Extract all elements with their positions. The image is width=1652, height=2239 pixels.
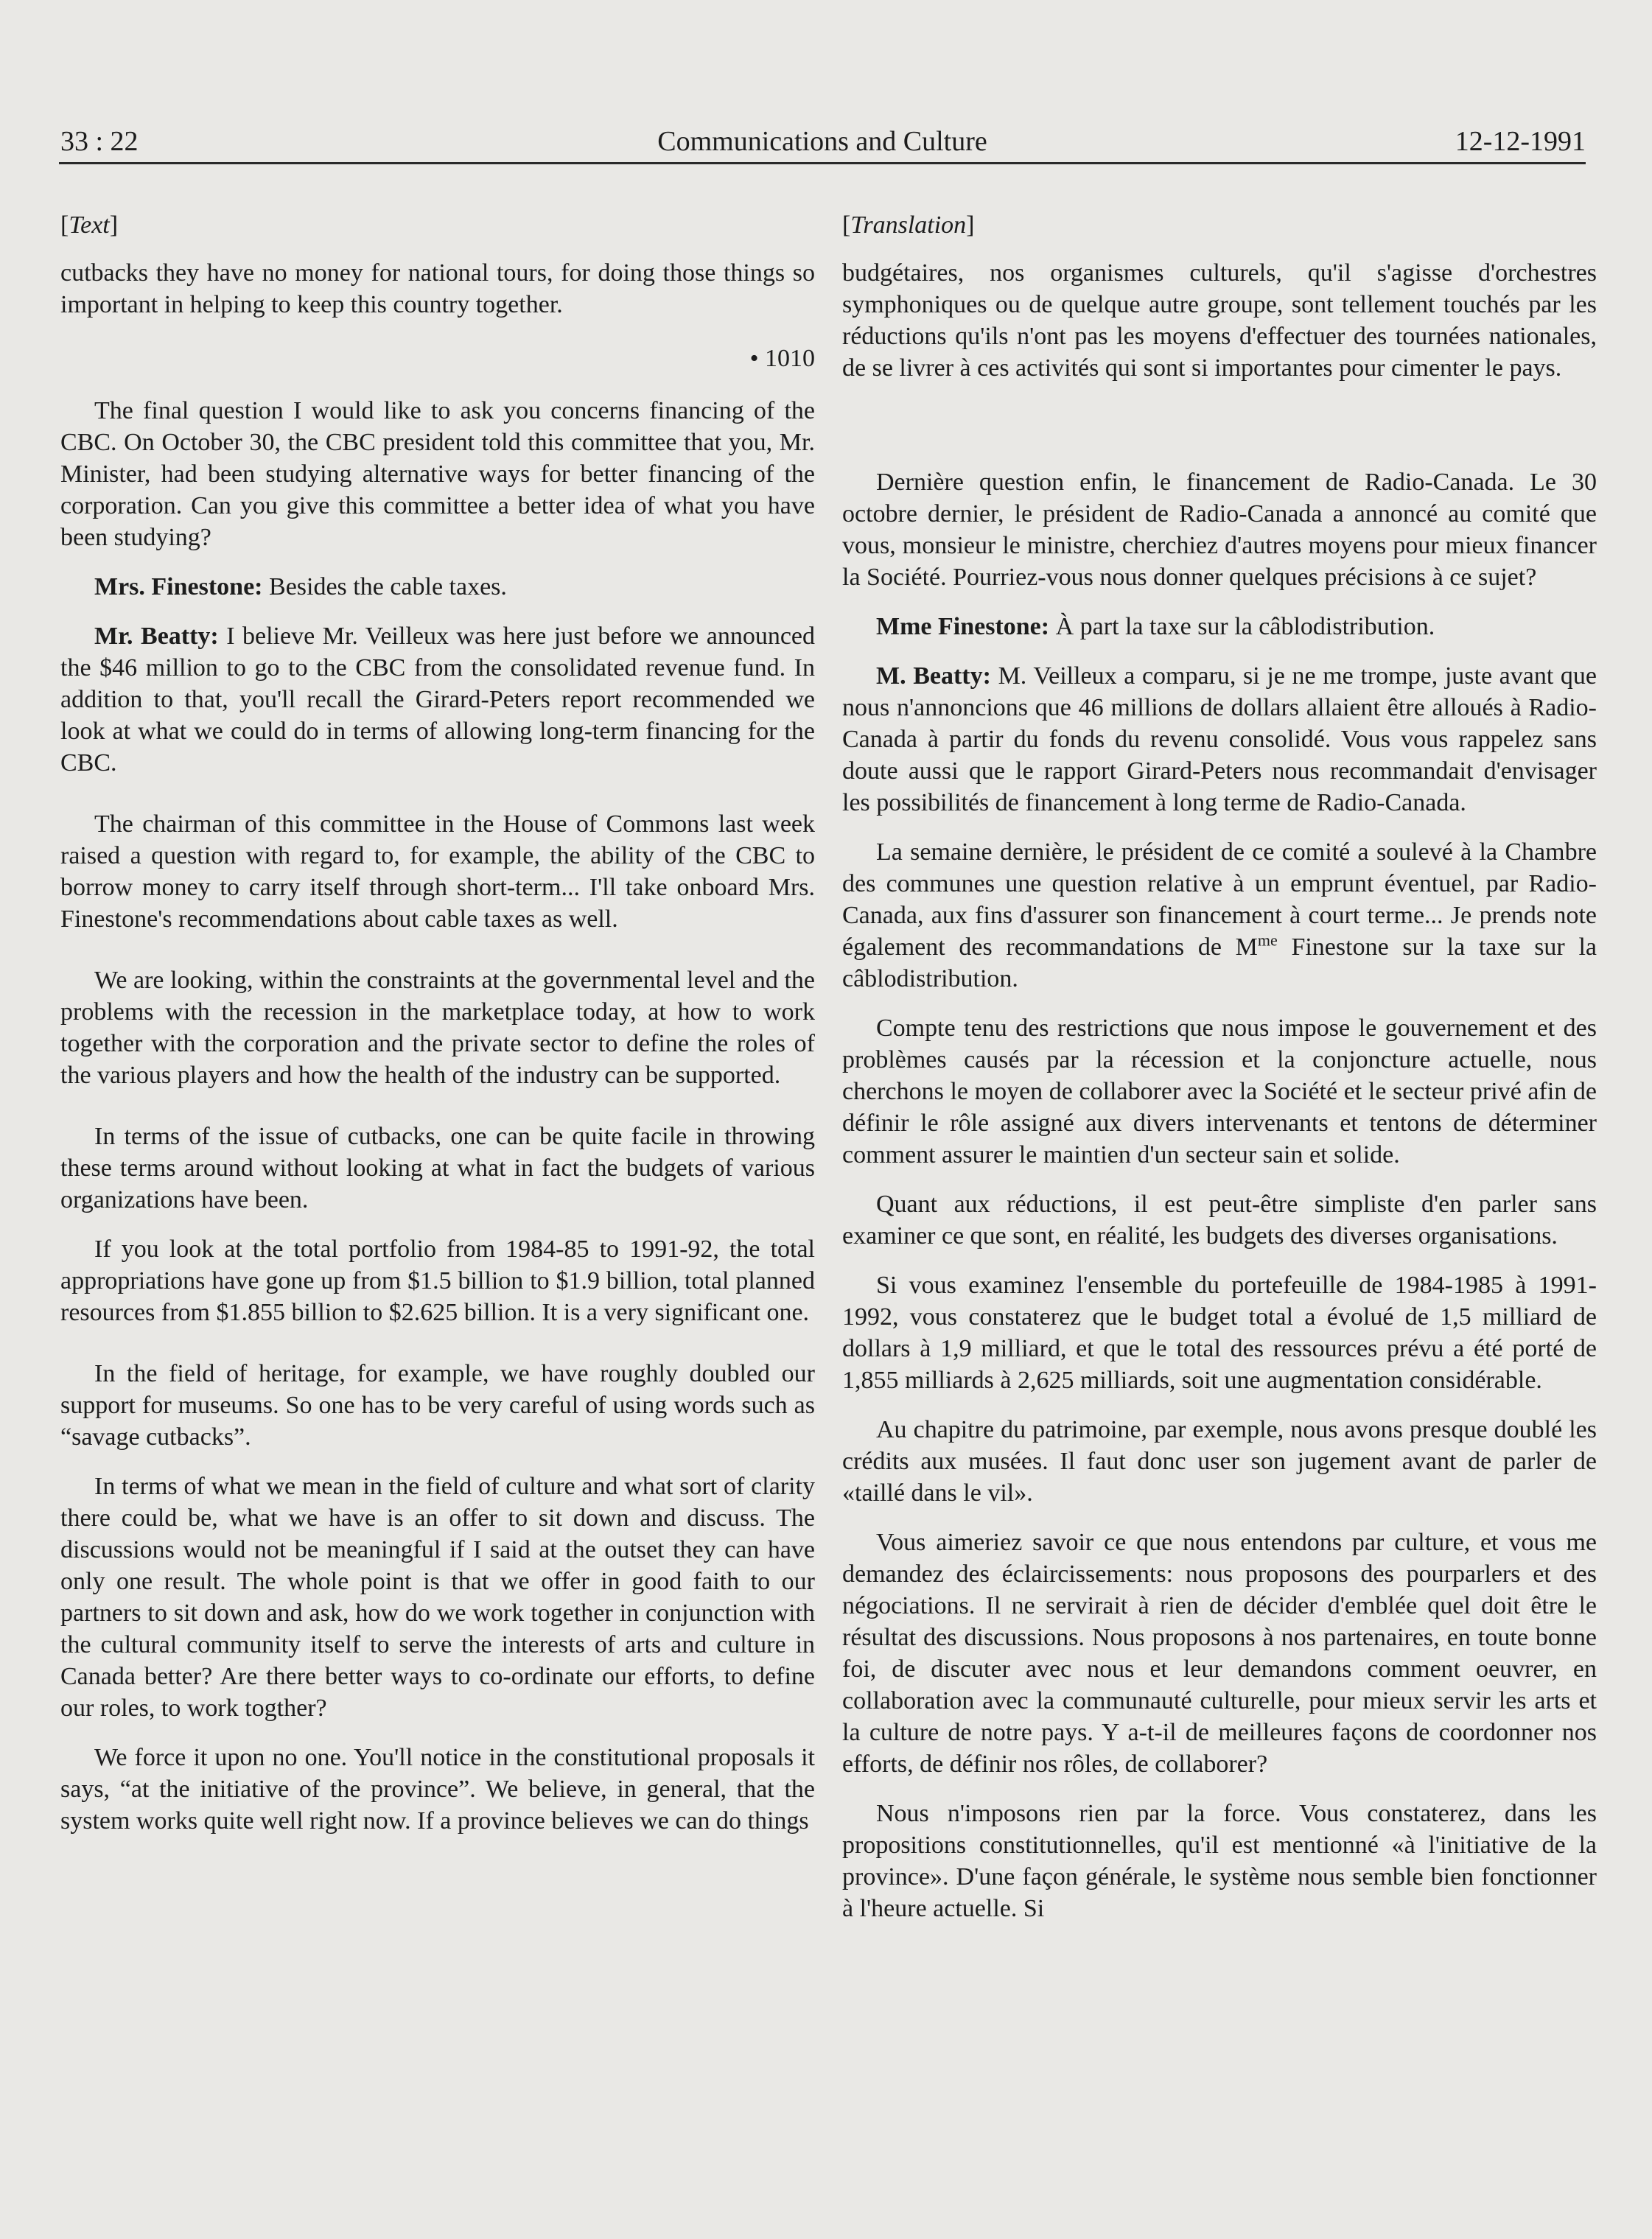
paragraph: Quant aux réductions, il est peut-être simpliste d'en parler sans examiner ce que sont, en réalité, les budgets des diverses organisations.: [842, 1191, 1597, 1250]
paragraph: budgétaires, nos organismes culturels, qu'il s'agisse d'orchestres symphoniques ou de quelque autre groupe, sont tellement touchés par les réductions qu'ils n'ont pas les moyens d'effectuer des tournées nationales, de se livrer à ces activités qui sont si importantes pour cimenter le pays.: [842, 259, 1597, 382]
paragraph: Si vous examinez l'ensemble du portefeuille de 1984-1985 à 1991-1992, vous constaterez que le budget total a évolué de 1,5 milliard de dollars à 1,9 milliard, et que le total des ressources prévu a été porté de 1,855 milliards à 2,625 milliards, soit une augmentation considérable.: [842, 1272, 1597, 1394]
speaker-name: M. Beatty:: [876, 662, 991, 690]
timestamp-marker: • 1010: [749, 345, 815, 372]
paragraph: Au chapitre du patrimoine, par exemple, nous avons presque doublé les crédits aux musées. Il faut donc user son jugement avant de parler de «taillé dans le vil».: [842, 1416, 1597, 1507]
speech-text: I believe Mr. Veilleux was here just before we announced the $46 million to go to the CBC from the consolidated revenue fund. In addition to that, you'll recall the Girard-Peters report recommended we look at what we could do in terms of allowing long-term financing for the CBC.: [60, 623, 815, 777]
page-number: 33 : 22: [60, 126, 139, 157]
paragraph: In the field of heritage, for example, we have roughly doubled our support for museums. So one has to be very careful of using words such as “savage cutbacks”.: [60, 1360, 815, 1451]
language-tag: [Translation]: [842, 211, 975, 239]
paragraph: The chairman of this committee in the House of Commons last week raised a question with regard to, for example, the ability of the CBC to borrow money to carry itself through short-term... I'll take onboard Mrs. Finestone's recommendations about cable taxes as well.: [60, 810, 815, 933]
paragraph: In terms of what we mean in the field of culture and what sort of clarity there could be, what we have is an offer to sit down and discuss. The discussions would not be meaningful if I said at the outset they can have only one result. The whole point is that we offer in good faith to our partners to sit down and ask, how do we work together in conjunction with the cultural community itself to serve the interests of arts and culture in Canada better? Are there better ways to co-ordinate our efforts, to define our roles, to work togther?: [60, 1473, 815, 1722]
speech-text: Besides the cable taxes.: [262, 573, 507, 600]
french-column: [842, 209, 1597, 1942]
speaker-name: Mme Finestone:: [876, 613, 1050, 640]
paragraph: If you look at the total portfolio from 1984-85 to 1991-92, the total appropriations have gone up from $1.5 billion to $1.9 billion, total planned resources from $1.855 billion to $2.625 billion. It is a very significant one.: [60, 1236, 815, 1326]
page-header: [59, 119, 1586, 164]
speaker-paragraph: [60, 620, 815, 779]
english-column: [60, 209, 815, 1854]
paragraph: cutbacks they have no money for national tours, for doing those things so important in helping to keep this country together.: [60, 259, 815, 318]
paragraph: In terms of the issue of cutbacks, one can be quite facile in throwing these terms around without looking at what in fact the budgets of various organizations have been.: [60, 1123, 815, 1213]
paragraph: Compte tenu des restrictions que nous impose le gouvernement et des problèmes causés par la récession et la conjoncture actuelle, nous cherchons le moyen de collaborer avec la Société et le secteur privé afin de définir le rôle assigné aux divers intervenants et tentons de déterminer comment assurer le maintien d'un secteur sain et solide.: [842, 1015, 1597, 1168]
speaker-name: Mr. Beatty:: [94, 623, 219, 650]
publication-title: Communications and Culture: [657, 126, 987, 157]
speech-text: M. Veilleux a comparu, si je ne me trompe, juste avant que nous n'annoncions que 46 millions de dollars allaient être alloués à Radio-Canada à partir du fonds du revenu consolidé. Vous vous rappelez sans doute aussi que le rapport Girard-Peters nous recommandait d'envisager les possibilités de financement à long terme de Radio-Canada.: [842, 662, 1597, 816]
paragraph: La semaine dernière, le président de ce comité a soulevé à la Chambre des communes une question relative à un emprunt éventuel, par Radio-Canada, aux fins d'assurer son financement à court terme... Je prends note également des recommandations de $M^{me}$ Finestone sur la taxe sur la câblodistribution.: [842, 838, 1597, 992]
paragraph: The final question I would like to ask you concerns financing of the CBC. On October 30, the CBC president told this committee that you, Mr. Minister, had been studying alternative ways for better financing of the corporation. Can you give this committee a better idea of what you have been studying?: [60, 397, 815, 551]
paragraph: We are looking, within the constraints at the governmental level and the problems with the recession in the marketplace today, at how to work together with the corporation and the private sector to define the roles of the various players and how the health of the industry can be supported.: [60, 967, 815, 1089]
paragraph: Nous n'imposons rien par la force. Vous constaterez, dans les propositions constitutionnelles, qu'il est mentionné «à l'initiative de la province». D'une façon générale, le système nous semble bien fonctionner à l'heure actuelle. Si: [842, 1800, 1597, 1922]
speaker-paragraph: [60, 571, 815, 603]
language-tag: [Text]: [60, 211, 119, 239]
speaker-paragraph: [842, 611, 1597, 642]
speaker-paragraph: [842, 660, 1597, 819]
paragraph: We force it upon no one. You'll notice in the constitutional proposals it says, “at the initiative of the province”. We believe, in general, that the system works quite well right now. If a province believes we can do things: [60, 1744, 815, 1835]
paragraph: Dernière question enfin, le financement de Radio-Canada. Le 30 octobre dernier, le président de Radio-Canada a annoncé au comité que vous, monsieur le ministre, cherchiez d'autres moyens pour mieux financer la Société. Pourriez-vous nous donner quelques précisions à ce sujet?: [842, 469, 1597, 591]
speech-text: À part la taxe sur la câblodistribution.: [1049, 613, 1435, 640]
publication-date: 12-12-1991: [1455, 126, 1586, 157]
speaker-name: Mrs. Finestone:: [94, 573, 263, 600]
paragraph: Vous aimeriez savoir ce que nous entendons par culture, et vous me demandez des éclaircissements: nous proposons des pourparlers et des négociations. Il ne servirait à rien de décider d'emblée quel doit être le résultat des discussions. Nous proposons à nos partenaires, en toute bonne foi, de discuter avec nous et leur demandons comment oeuvrer, en collaboration avec la communauté culturelle, pour mieux servir les arts et la culture de notre pays. Y a-t-il de meilleures façons de coordonner nos efforts, de définir nos rôles, de collaborer?: [842, 1529, 1597, 1778]
